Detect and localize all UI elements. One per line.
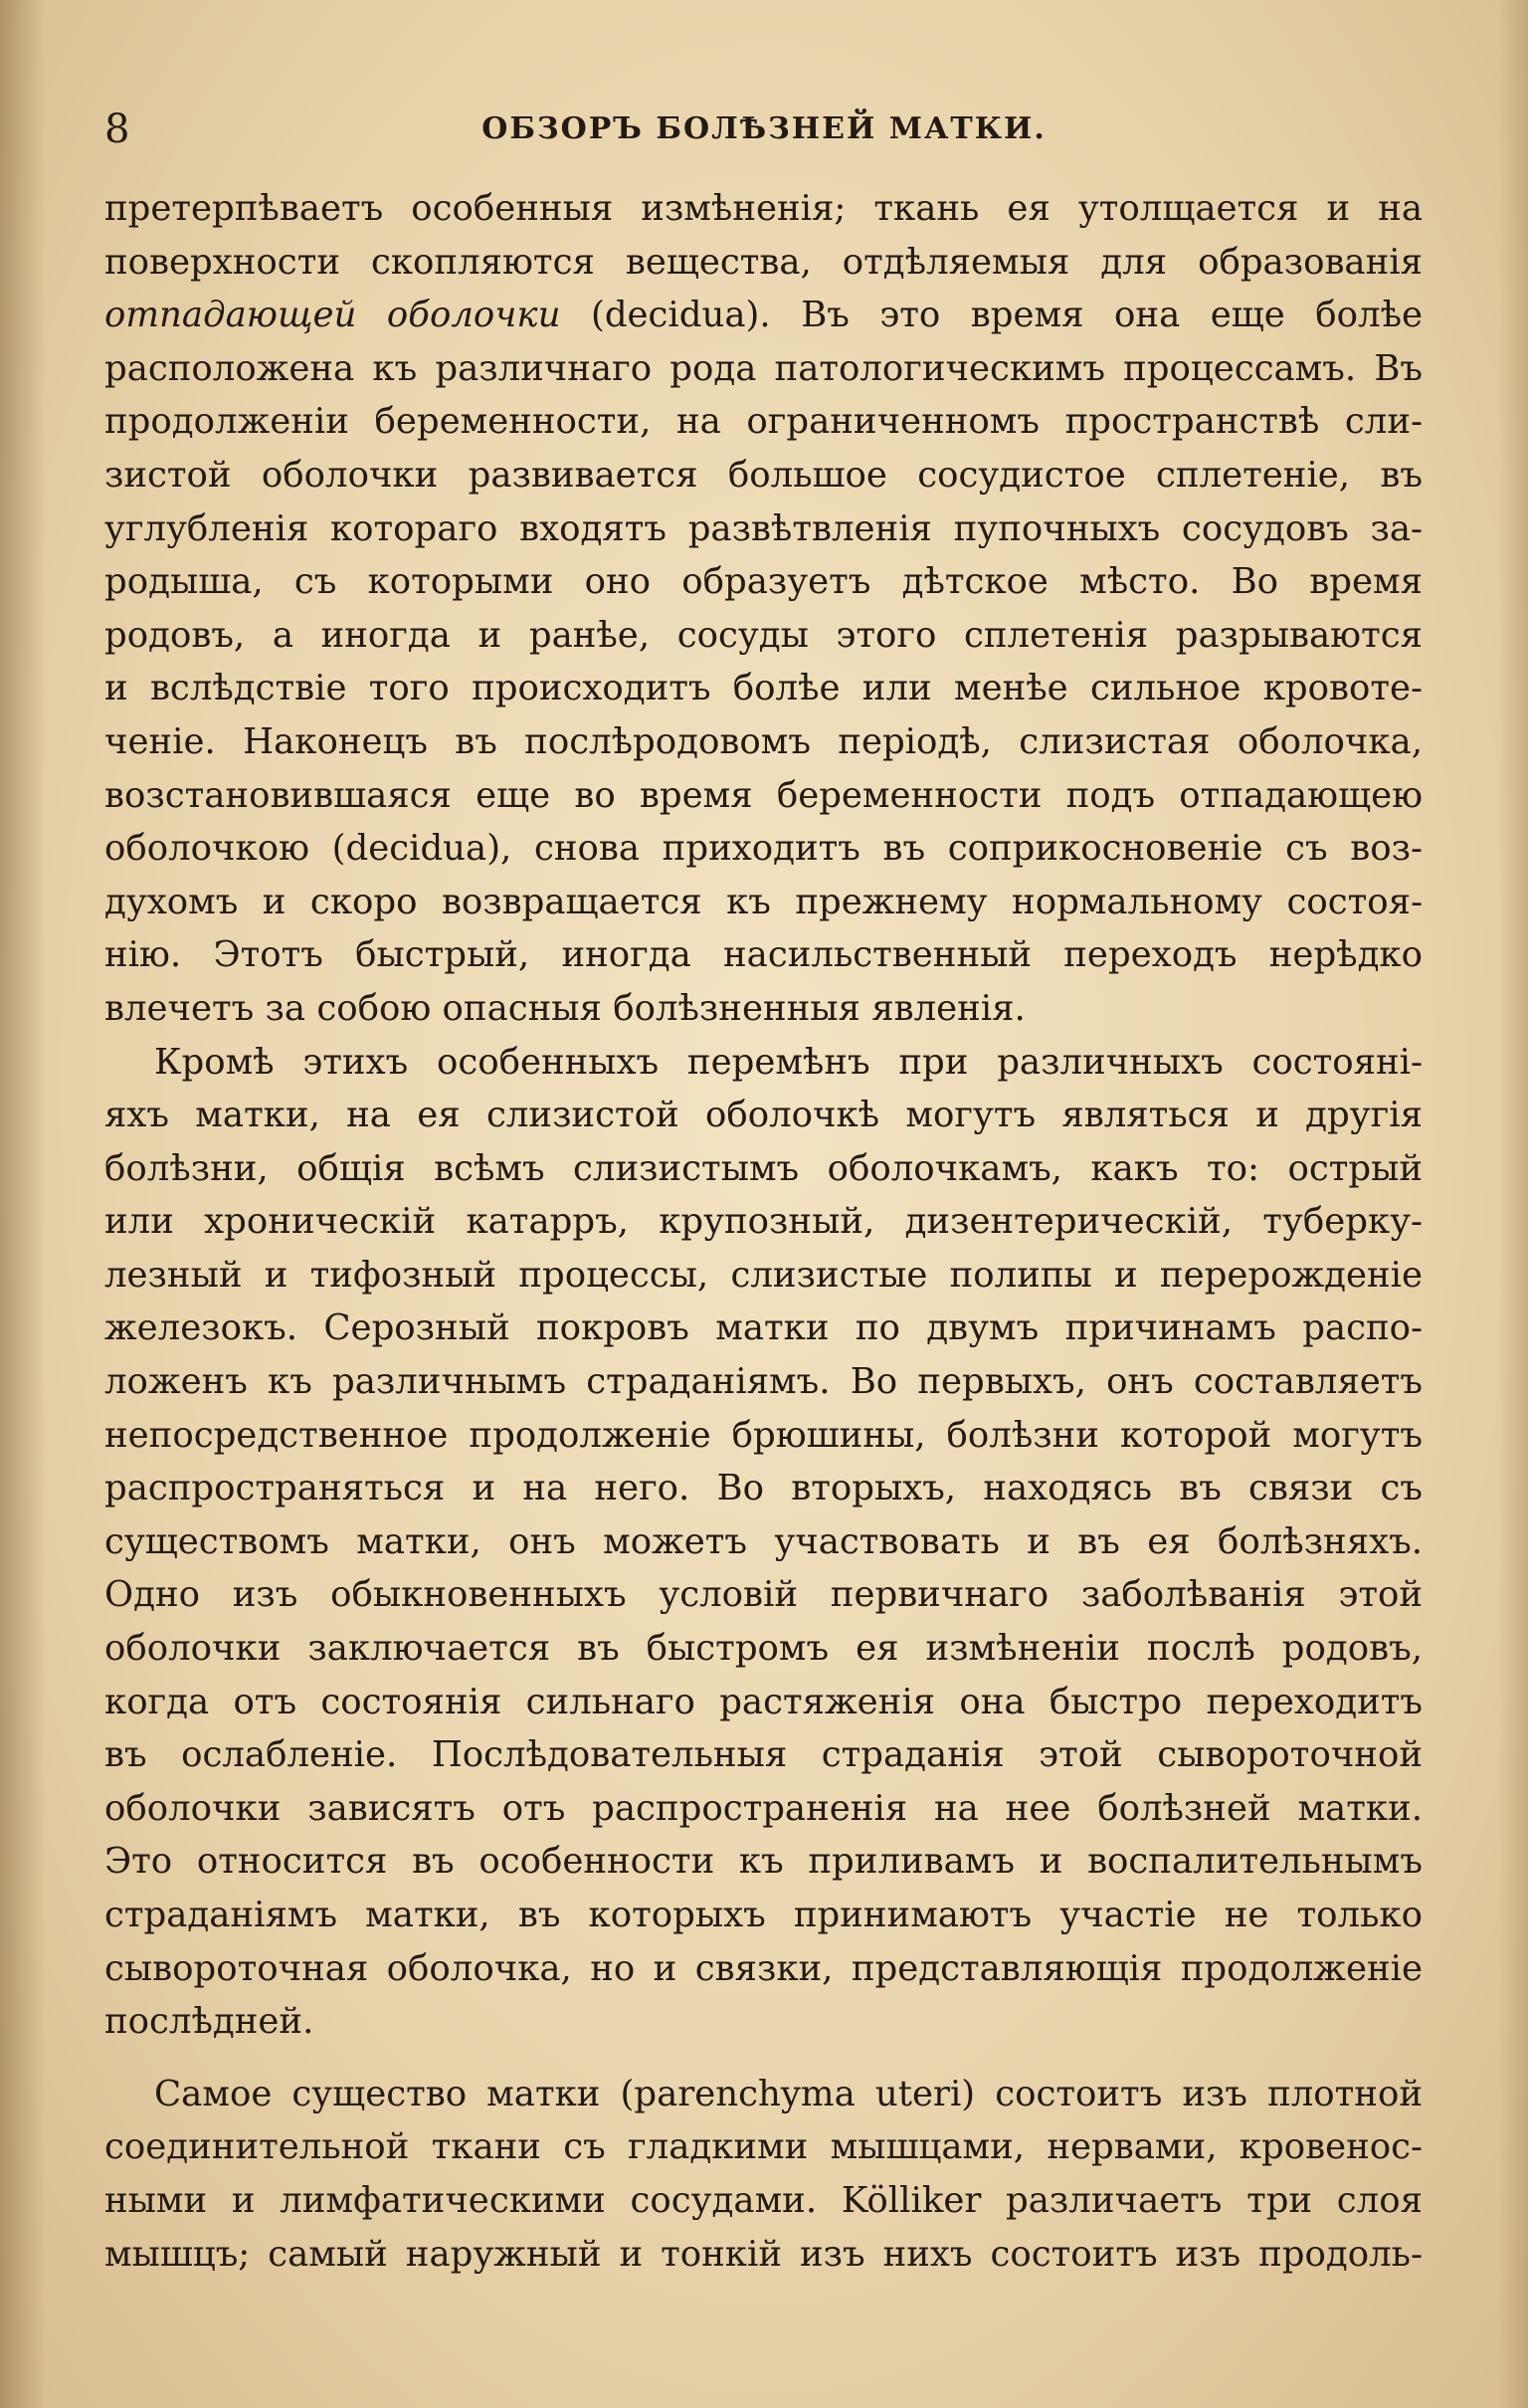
text-line: соединительной ткани съ гладкими мышцами, нервами, кровенос- xyxy=(104,2126,1423,2168)
text-line: Одно изъ обыкновенныхъ условій первичнаго заболѣванія этой xyxy=(104,1574,1423,1616)
page-number: 8 xyxy=(104,106,130,152)
paragraph-2 xyxy=(104,1036,1423,2049)
text-line: ными и лимфатическими сосудами. Kölliker различаетъ три слоя xyxy=(104,2179,1423,2221)
text-line: Кромѣ этихъ особенныхъ перемѣнъ при различныхъ состояні- xyxy=(154,1041,1423,1083)
text-line: оболочкою (decidua), снова приходитъ въ соприкосновеніе съ воз- xyxy=(104,828,1423,870)
text-line: оболочки заключается въ быстромъ ея измѣненіи послѣ родовъ, xyxy=(104,1628,1423,1670)
paragraph-3 xyxy=(104,2068,1423,2281)
text-line: болѣзни, общія всѣмъ слизистымъ оболочкамъ, какъ то: острый xyxy=(104,1147,1423,1189)
paragraph-gap xyxy=(104,2049,1423,2068)
text-line: родыша, съ которыми оно образуетъ дѣтское мѣсто. Во время xyxy=(104,561,1423,603)
text-line: железокъ. Серозный покровъ матки по двумъ причинамъ распо- xyxy=(104,1307,1423,1349)
text-line: продолженіи беременности, на ограниченномъ пространствѣ сли- xyxy=(104,401,1423,443)
text-line: претерпѣваетъ особенныя измѣненія; ткань ея утолщается и на xyxy=(104,188,1423,229)
running-head: ОБЗОРЪ БОЛѢЗНЕЙ МАТКИ. xyxy=(481,111,1047,146)
text-line: Самое существо матки (parenchyma uteri) состоитъ изъ плотной xyxy=(154,2073,1423,2114)
text-line: или хроническій катарръ, крупозный, дизентерическій, туберку- xyxy=(104,1201,1423,1243)
text-line: нію. Этотъ быстрый, иногда насильственный переходъ нерѣдко xyxy=(104,934,1423,976)
text-line: углубленія котораго входятъ развѣтвленія пупочныхъ сосудовъ за- xyxy=(104,507,1423,549)
paragraph-1 xyxy=(104,182,1423,1036)
text-line: существомъ матки, онъ можетъ участвовать и въ ея болѣзняхъ. xyxy=(104,1520,1423,1562)
italic-term: отпадающей оболочки xyxy=(104,295,561,336)
page-header xyxy=(104,100,1424,159)
text-line: въ ослабленіе. Послѣдовательныя страданія этой сывороточной xyxy=(104,1734,1423,1776)
text-fragment: (decidua). Въ это время она еще болѣе xyxy=(560,295,1423,336)
text-line: и вслѣдствіе того происходитъ болѣе или менѣе сильное кровоте- xyxy=(104,668,1423,709)
page-shadow-left xyxy=(0,0,46,2408)
text-line: когда отъ состоянія сильнаго растяженія она быстро переходитъ xyxy=(104,1681,1423,1722)
body-text xyxy=(104,182,1423,2281)
text-line: непосредственное продолженіе брюшины, болѣзни которой могутъ xyxy=(104,1414,1423,1456)
text-line: возстановившаяся еще во время беременности подъ отпадающею xyxy=(104,774,1423,816)
text-line: послѣдней. xyxy=(104,2001,314,2043)
text-line: страданіямъ матки, въ которыхъ принимаютъ участіе не только xyxy=(104,1895,1423,1935)
text-line: ченіе. Наконецъ въ послѣродовомъ періодѣ, слизистая оболочка, xyxy=(104,720,1423,762)
text-line: сывороточная оболочка, но и связки, представляющія продолженіе xyxy=(104,1947,1423,1989)
text-line: лезный и тифозный процессы, слизистые полипы и перерожденіе xyxy=(104,1254,1423,1296)
text-line: ложенъ къ различнымъ страданіямъ. Во первыхъ, онъ составляетъ xyxy=(104,1361,1423,1403)
text-line: расположена къ различнаго рода патологическимъ процессамъ. Въ xyxy=(104,347,1423,389)
text-line-with-italic xyxy=(104,289,1423,342)
text-line: влечетъ за собою опасныя болѣзненныя явленія. xyxy=(104,987,1026,1029)
page-shadow-right xyxy=(1498,0,1528,2408)
text-line: распространяться и на него. Во вторыхъ, находясь въ связи съ xyxy=(104,1468,1423,1509)
text-line: поверхности скопляются вещества, отдѣляемыя для образованія xyxy=(104,241,1423,283)
text-line: оболочки зависятъ отъ распространенія на нее болѣзней матки. xyxy=(104,1787,1423,1829)
text-line: мышцъ; самый наружный и тонкій изъ нихъ состоитъ изъ продоль- xyxy=(104,2233,1423,2275)
text-line: духомъ и скоро возвращается къ прежнему нормальному состоя- xyxy=(104,881,1423,922)
text-line: зистой оболочки развивается большое сосудистое сплетеніе, въ xyxy=(104,454,1423,496)
text-line: Это относится въ особенности къ приливамъ и воспалительнымъ xyxy=(104,1841,1423,1883)
text-line: родовъ, а иногда и ранѣе, сосуды этого сплетенія разрываются xyxy=(104,614,1423,656)
text-line: яхъ матки, на ея слизистой оболочкѣ могутъ являться и другія xyxy=(104,1095,1423,1136)
